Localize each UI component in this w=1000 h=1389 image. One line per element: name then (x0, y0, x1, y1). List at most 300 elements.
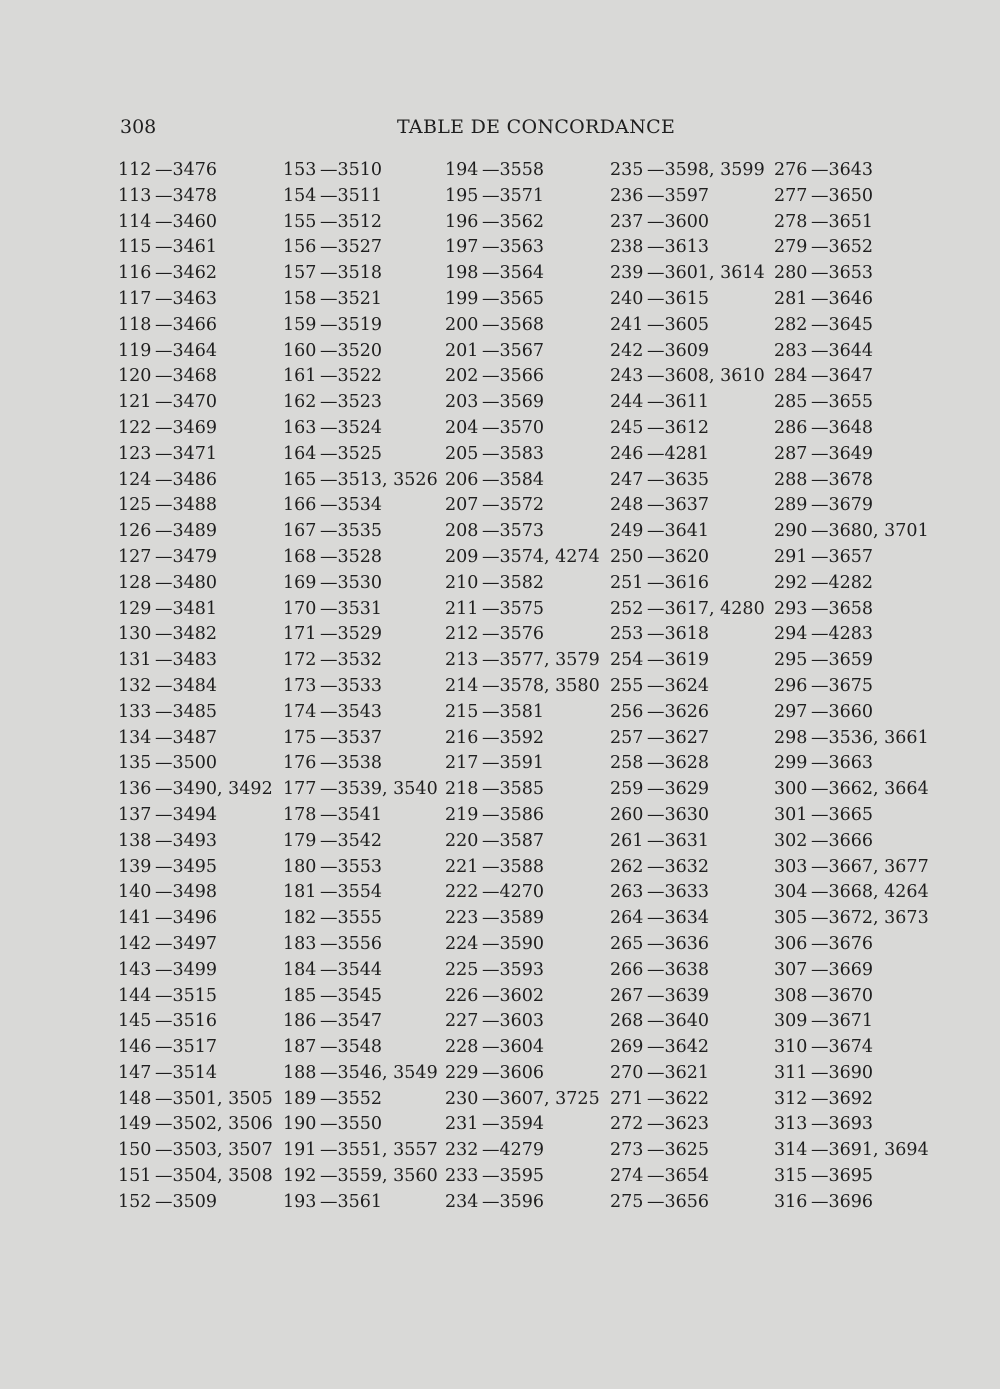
concordance-entry (445, 674, 600, 700)
concordance-entry (283, 700, 438, 726)
entry-reference: —3641 (647, 521, 710, 542)
concordance-entry (118, 1138, 273, 1164)
entry-reference: —3498 (155, 882, 218, 903)
entry-number: 196 (445, 211, 479, 232)
entry-reference: —3648 (811, 417, 874, 438)
concordance-column-5 (774, 158, 929, 1216)
concordance-entry (283, 855, 438, 881)
concordance-entry (445, 1035, 600, 1061)
concordance-entry (610, 1035, 765, 1061)
concordance-entry (283, 1138, 438, 1164)
entry-reference: —3640 (647, 1011, 710, 1032)
entry-reference: —3604 (482, 1037, 545, 1058)
concordance-entry (445, 210, 600, 236)
concordance-entry (445, 1190, 600, 1216)
entry-number: 120 (118, 366, 152, 387)
entry-reference: —3516 (155, 1011, 218, 1032)
concordance-entry (445, 726, 600, 752)
entry-reference: —3638 (647, 959, 710, 980)
entry-reference: —3493 (155, 830, 218, 851)
entry-reference: —3525 (320, 443, 383, 464)
concordance-entry (283, 390, 438, 416)
concordance-entry (118, 855, 273, 881)
entry-reference: —3482 (155, 624, 218, 645)
concordance-entry (610, 597, 765, 623)
concordance-entry (283, 1087, 438, 1113)
concordance-entry (445, 622, 600, 648)
entry-reference: —3462 (155, 263, 218, 284)
concordance-entry (610, 210, 765, 236)
entry-reference: —3652 (811, 237, 874, 258)
concordance-entry (283, 442, 438, 468)
entry-reference: —3572 (482, 495, 545, 516)
entry-number: 238 (610, 237, 644, 258)
entry-number: 210 (445, 572, 479, 593)
entry-reference: —3586 (482, 804, 545, 825)
concordance-column-1 (118, 158, 273, 1216)
concordance-entry (774, 519, 929, 545)
entry-number: 281 (774, 288, 808, 309)
concordance-entry (610, 184, 765, 210)
entry-number: 167 (283, 521, 317, 542)
concordance-entry (118, 932, 273, 958)
entry-number: 166 (283, 495, 317, 516)
entry-reference: —3496 (155, 908, 218, 929)
concordance-entry (445, 468, 600, 494)
entry-number: 190 (283, 1114, 317, 1135)
entry-reference: —3511 (320, 185, 383, 206)
entry-reference: —3489 (155, 521, 218, 542)
entry-number: 185 (283, 985, 317, 1006)
entry-number: 230 (445, 1088, 479, 1109)
concordance-entry (118, 984, 273, 1010)
entry-reference: —4281 (647, 443, 710, 464)
concordance-entry (118, 803, 273, 829)
entry-number: 213 (445, 650, 479, 671)
concordance-entry (774, 880, 929, 906)
entry-number: 269 (610, 1037, 644, 1058)
entry-reference: —3590 (482, 933, 545, 954)
concordance-column-2 (283, 158, 438, 1216)
concordance-entry (118, 442, 273, 468)
entry-number: 234 (445, 1191, 479, 1212)
entry-reference: —3632 (647, 856, 710, 877)
concordance-entry (445, 390, 600, 416)
concordance-entry (445, 597, 600, 623)
entry-reference: —3542 (320, 830, 383, 851)
entry-number: 310 (774, 1037, 808, 1058)
entry-reference: —3606 (482, 1062, 545, 1083)
entry-number: 273 (610, 1140, 644, 1161)
entry-number: 260 (610, 804, 644, 825)
entry-number: 199 (445, 288, 479, 309)
entry-number: 309 (774, 1011, 808, 1032)
concordance-entry (283, 597, 438, 623)
entry-reference: —3539, 3540 (320, 779, 438, 800)
entry-number: 249 (610, 521, 644, 542)
entry-number: 153 (283, 160, 317, 180)
entry-reference: —3627 (647, 727, 710, 748)
concordance-entry (283, 932, 438, 958)
concordance-entry (118, 339, 273, 365)
entry-number: 206 (445, 469, 479, 490)
entry-reference: —3520 (320, 340, 383, 361)
concordance-entry (445, 777, 600, 803)
entry-reference: —3574, 4274 (482, 546, 600, 567)
entry-number: 201 (445, 340, 479, 361)
entry-number: 227 (445, 1011, 479, 1032)
entry-reference: —3635 (647, 469, 710, 490)
concordance-entry (118, 622, 273, 648)
entry-reference: —3573 (482, 521, 545, 542)
entry-number: 180 (283, 856, 317, 877)
entry-reference: —3612 (647, 417, 710, 438)
concordance-entry (445, 287, 600, 313)
concordance-entry (283, 622, 438, 648)
concordance-entry (118, 287, 273, 313)
concordance-entry (445, 364, 600, 390)
entry-number: 239 (610, 263, 644, 284)
entry-number: 282 (774, 314, 808, 335)
concordance-entry (283, 261, 438, 287)
entry-number: 123 (118, 443, 152, 464)
concordance-entry (283, 1061, 438, 1087)
entry-reference: —3550 (320, 1114, 383, 1135)
entry-reference: —3523 (320, 392, 383, 413)
entry-number: 124 (118, 469, 152, 490)
concordance-entry (118, 829, 273, 855)
entry-reference: —3551, 3557 (320, 1140, 438, 1161)
concordance-entry (118, 184, 273, 210)
entry-number: 151 (118, 1166, 152, 1187)
entry-reference: —3666 (811, 830, 874, 851)
entry-number: 122 (118, 417, 152, 438)
entry-reference: —3670 (811, 985, 874, 1006)
entry-number: 116 (118, 263, 152, 284)
entry-number: 224 (445, 933, 479, 954)
entry-number: 296 (774, 675, 808, 696)
concordance-entry (118, 519, 273, 545)
entry-reference: —3674 (811, 1037, 874, 1058)
entry-reference: —3669 (811, 959, 874, 980)
entry-number: 232 (445, 1140, 479, 1161)
entry-reference: —3513, 3526 (320, 469, 438, 490)
entry-reference: —3680, 3701 (811, 521, 929, 542)
concordance-entry (118, 313, 273, 339)
concordance-entry (445, 1164, 600, 1190)
entry-reference: —3583 (482, 443, 545, 464)
concordance-entry (774, 571, 929, 597)
concordance-entry (774, 287, 929, 313)
entry-reference: —3571 (482, 185, 545, 206)
concordance-entry (774, 1190, 929, 1216)
concordance-entry (118, 1087, 273, 1113)
entry-number: 222 (445, 882, 479, 903)
concordance-entry (774, 803, 929, 829)
entry-number: 147 (118, 1062, 152, 1083)
entry-reference: —3531 (320, 598, 383, 619)
concordance-entry (774, 313, 929, 339)
entry-reference: —3575 (482, 598, 545, 619)
entry-number: 293 (774, 598, 808, 619)
entry-reference: —3479 (155, 546, 218, 567)
entry-reference: —3644 (811, 340, 874, 361)
entry-reference: —3675 (811, 675, 874, 696)
entry-reference: —3602 (482, 985, 545, 1006)
entry-reference: —3639 (647, 985, 710, 1006)
entry-number: 247 (610, 469, 644, 490)
entry-reference: —3609 (647, 340, 710, 361)
entry-number: 137 (118, 804, 152, 825)
concordance-entry (610, 777, 765, 803)
entry-number: 149 (118, 1114, 152, 1135)
entry-number: 237 (610, 211, 644, 232)
entry-number: 261 (610, 830, 644, 851)
entry-reference: —3588 (482, 856, 545, 877)
entry-reference: —3663 (811, 753, 874, 774)
concordance-entry (610, 545, 765, 571)
entry-number: 245 (610, 417, 644, 438)
entry-reference: —3528 (320, 546, 383, 567)
concordance-entry (283, 519, 438, 545)
concordance-entry (118, 880, 273, 906)
entry-number: 131 (118, 650, 152, 671)
entry-reference: —3613 (647, 237, 710, 258)
entry-reference: —3605 (647, 314, 710, 335)
entry-number: 188 (283, 1062, 317, 1083)
concordance-entry (774, 1009, 929, 1035)
concordance-entry (118, 210, 273, 236)
concordance-entry (283, 829, 438, 855)
entry-number: 205 (445, 443, 479, 464)
entry-reference: —3538 (320, 753, 383, 774)
entry-reference: —3589 (482, 908, 545, 929)
concordance-entry (283, 1164, 438, 1190)
entry-reference: —3568 (482, 314, 545, 335)
entry-reference: —3591 (482, 753, 545, 774)
entry-number: 181 (283, 882, 317, 903)
entry-number: 217 (445, 753, 479, 774)
entry-reference: —3696 (811, 1191, 874, 1212)
entry-reference: —3660 (811, 701, 874, 722)
concordance-entry (774, 416, 929, 442)
concordance-entry (774, 210, 929, 236)
entry-reference: —3497 (155, 933, 218, 954)
entry-reference: —3522 (320, 366, 383, 387)
entry-reference: —3495 (155, 856, 218, 877)
concordance-entry (283, 958, 438, 984)
entry-reference: —3532 (320, 650, 383, 671)
entry-reference: —3592 (482, 727, 545, 748)
concordance-entry (774, 829, 929, 855)
entry-reference: —4270 (482, 882, 545, 903)
entry-number: 115 (118, 237, 152, 258)
entry-number: 172 (283, 650, 317, 671)
entry-reference: —3556 (320, 933, 383, 954)
entry-number: 198 (445, 263, 479, 284)
concordance-entry (774, 958, 929, 984)
entry-number: 163 (283, 417, 317, 438)
concordance-entry (283, 880, 438, 906)
entry-reference: —3642 (647, 1037, 710, 1058)
concordance-entry (445, 442, 600, 468)
concordance-entry (445, 158, 600, 184)
entry-number: 272 (610, 1114, 644, 1135)
concordance-entry (118, 261, 273, 287)
page-number: 308 (120, 116, 157, 138)
entry-reference: —3625 (647, 1140, 710, 1161)
entry-number: 177 (283, 779, 317, 800)
entry-number: 257 (610, 727, 644, 748)
entry-number: 240 (610, 288, 644, 309)
entry-reference: —3524 (320, 417, 383, 438)
concordance-entry (118, 1061, 273, 1087)
concordance-entry (774, 261, 929, 287)
entry-reference: —3631 (647, 830, 710, 851)
concordance-entry (445, 855, 600, 881)
entry-number: 179 (283, 830, 317, 851)
entry-reference: —3650 (811, 185, 874, 206)
entry-reference: —3596 (482, 1191, 545, 1212)
entry-reference: —3637 (647, 495, 710, 516)
entry-reference: —3695 (811, 1166, 874, 1187)
entry-reference: —3603 (482, 1011, 545, 1032)
entry-reference: —3651 (811, 211, 874, 232)
entry-reference: —3569 (482, 392, 545, 413)
concordance-entry (610, 674, 765, 700)
entry-number: 214 (445, 675, 479, 696)
entry-number: 259 (610, 779, 644, 800)
entry-reference: —3629 (647, 779, 710, 800)
concordance-entry (774, 674, 929, 700)
entry-number: 112 (118, 160, 152, 180)
concordance-entry (118, 726, 273, 752)
concordance-entry (445, 235, 600, 261)
concordance-entry (774, 648, 929, 674)
concordance-entry (118, 597, 273, 623)
entry-reference: —3519 (320, 314, 383, 335)
entry-number: 182 (283, 908, 317, 929)
entry-reference: —3499 (155, 959, 218, 980)
entry-number: 209 (445, 546, 479, 567)
entry-number: 143 (118, 959, 152, 980)
entry-number: 305 (774, 908, 808, 929)
entry-reference: —3585 (482, 779, 545, 800)
concordance-entry (445, 932, 600, 958)
entry-number: 207 (445, 495, 479, 516)
entry-number: 229 (445, 1062, 479, 1083)
entry-reference: —3584 (482, 469, 545, 490)
entry-number: 165 (283, 469, 317, 490)
entry-number: 141 (118, 908, 152, 929)
entry-number: 303 (774, 856, 808, 877)
entry-reference: —3562 (482, 211, 545, 232)
entry-number: 233 (445, 1166, 479, 1187)
concordance-entry (283, 364, 438, 390)
concordance-entry (610, 468, 765, 494)
concordance-entry (118, 1009, 273, 1035)
entry-number: 271 (610, 1088, 644, 1109)
concordance-entry (610, 1009, 765, 1035)
concordance-entry (283, 1009, 438, 1035)
concordance-entry (774, 545, 929, 571)
entry-reference: —3657 (811, 546, 874, 567)
entry-number: 251 (610, 572, 644, 593)
entry-number: 164 (283, 443, 317, 464)
entry-number: 231 (445, 1114, 479, 1135)
concordance-entry (283, 906, 438, 932)
entry-reference: —3545 (320, 985, 383, 1006)
entry-reference: —3671 (811, 1011, 874, 1032)
concordance-entry (774, 442, 929, 468)
entry-number: 266 (610, 959, 644, 980)
entry-reference: —3690 (811, 1062, 874, 1083)
entry-number: 254 (610, 650, 644, 671)
concordance-entry (445, 958, 600, 984)
entry-reference: —3608, 3610 (647, 366, 765, 387)
entry-reference: —3517 (155, 1037, 218, 1058)
entry-reference: —3527 (320, 237, 383, 258)
entry-reference: —3490, 3492 (155, 779, 273, 800)
concordance-entry (283, 416, 438, 442)
entry-number: 267 (610, 985, 644, 1006)
entry-reference: —3582 (482, 572, 545, 593)
entry-number: 117 (118, 288, 152, 309)
entry-reference: —3561 (320, 1191, 383, 1212)
concordance-entry (118, 1164, 273, 1190)
entry-reference: —3533 (320, 675, 383, 696)
entry-number: 155 (283, 211, 317, 232)
entry-reference: —3466 (155, 314, 218, 335)
entry-number: 292 (774, 572, 808, 593)
entry-reference: —3653 (811, 263, 874, 284)
entry-reference: —3555 (320, 908, 383, 929)
entry-reference: —3548 (320, 1037, 383, 1058)
concordance-entry (445, 906, 600, 932)
concordance-entry (445, 571, 600, 597)
concordance-entry (774, 390, 929, 416)
concordance-entry (283, 235, 438, 261)
entry-number: 298 (774, 727, 808, 748)
concordance-entry (610, 648, 765, 674)
entry-number: 253 (610, 624, 644, 645)
entry-number: 285 (774, 392, 808, 413)
entry-number: 244 (610, 392, 644, 413)
concordance-entry (610, 803, 765, 829)
concordance-entry (283, 803, 438, 829)
concordance-entry (774, 700, 929, 726)
concordance-entry (283, 210, 438, 236)
concordance-entry (118, 700, 273, 726)
entry-number: 159 (283, 314, 317, 335)
entry-number: 134 (118, 727, 152, 748)
entry-reference: —3578, 3580 (482, 675, 600, 696)
entry-number: 295 (774, 650, 808, 671)
entry-number: 243 (610, 366, 644, 387)
entry-number: 274 (610, 1166, 644, 1187)
concordance-entry (774, 597, 929, 623)
concordance-entry (445, 648, 600, 674)
entry-reference: —3618 (647, 624, 710, 645)
entry-reference: —3646 (811, 288, 874, 309)
concordance-entry (118, 571, 273, 597)
entry-number: 264 (610, 908, 644, 929)
entry-reference: —3587 (482, 830, 545, 851)
concordance-entry (118, 493, 273, 519)
concordance-entry (774, 777, 929, 803)
entry-number: 306 (774, 933, 808, 954)
entry-number: 223 (445, 908, 479, 929)
